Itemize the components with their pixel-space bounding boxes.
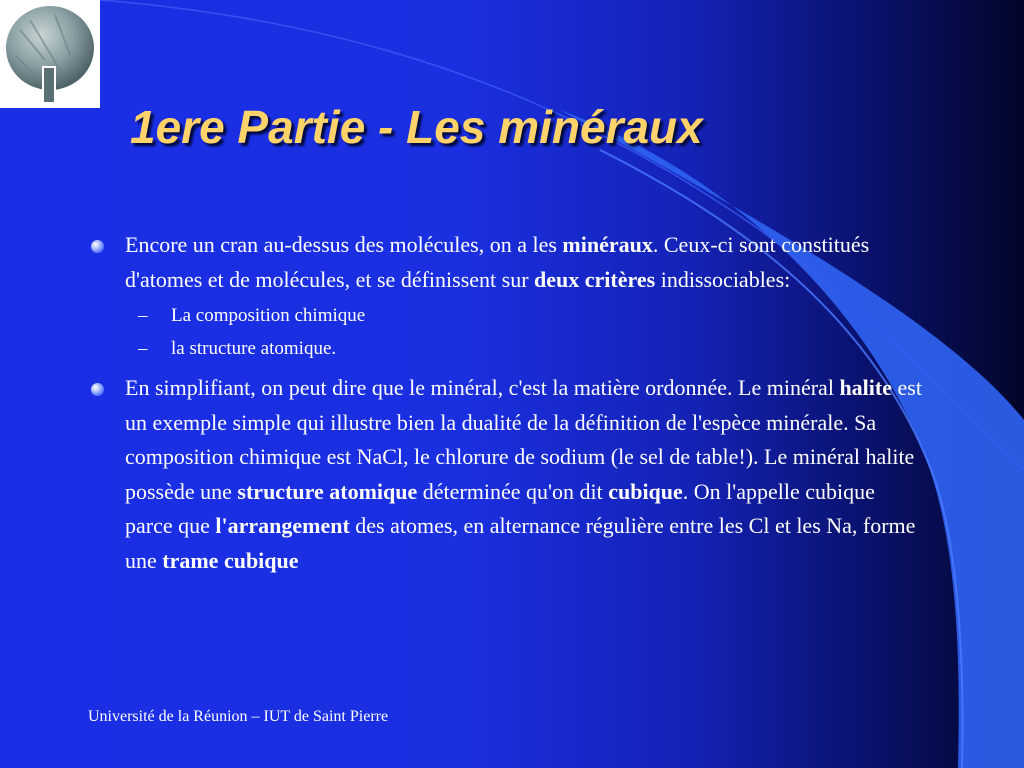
text: est un exemple simple qui illustre bien la dualité de la définition de l'espèce minérale. Sa composition chimique est NaCl, le chlorure de sodium (le sel de table!). Le minéral halite possède une [125,375,922,504]
text: déterminée qu'on dit [417,478,609,504]
minerals-logo-icon [0,0,100,108]
text: . Ceux-ci sont constitués d'atomes et de molécules, et se définissent sur [125,232,870,292]
sub-item [88,301,928,330]
logo [0,0,100,108]
dash-icon: – [138,338,148,359]
dash-icon: – [138,305,148,326]
sub-item [88,334,928,363]
bold-text: trame cubique [162,547,299,573]
text: En simplifiant, on peut dire que le minéral, c'est la matière ordonnée. Le minéral [125,375,840,400]
bullet-item [88,228,928,297]
bullet-item [88,371,928,578]
bold-text: cubique [608,478,683,504]
text: des atomes, en alternance régulière entre les Cl et les Na, forme une [125,513,916,573]
slide-title: 1ere Partie - Les minéraux [130,101,703,153]
sub-item-label: La composition chimique [171,305,366,326]
text: . On l'appelle cubique parce que [125,478,875,538]
slide-footer: Université de la Réunion – IUT de Saint Pierre [88,708,389,725]
bold-text: minéraux [562,232,653,257]
text: indissociables: [655,266,791,292]
bold-text: halite [839,375,892,400]
bold-text: deux critères [534,266,656,292]
bold-text: structure atomique [237,478,418,504]
sub-item-label: la structure atomique. [171,338,337,359]
slide-content [88,228,928,578]
text: Encore un cran au-dessus des molécules, on a les [125,232,563,257]
bold-text: l'arrangement [215,513,350,538]
